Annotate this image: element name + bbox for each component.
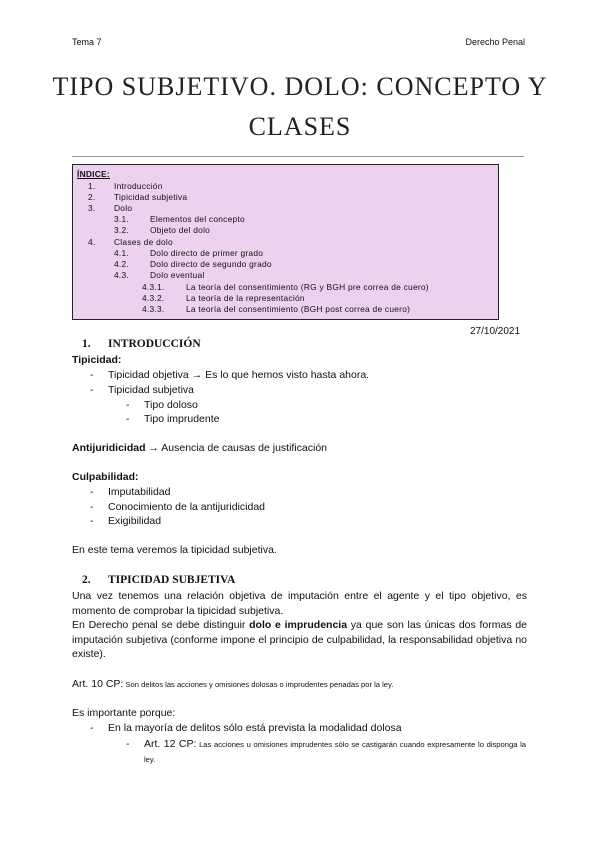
date-stamp: 27/10/2021	[470, 326, 521, 337]
dolo-imprudencia-bold: dolo e imprudencia	[249, 619, 348, 631]
section2-title: TIPICIDAD SUBJETIVA	[108, 574, 236, 586]
art10-citation	[72, 678, 393, 690]
list-dash: -	[126, 413, 130, 425]
list-item: Tipicidad objetiva → Es lo que hemos visto hasta ahora.	[108, 369, 370, 381]
antijuridicidad-line	[72, 442, 327, 454]
list-dash: -	[90, 515, 94, 527]
page-title-line2: CLASES	[248, 112, 352, 141]
list-item: Tipo doloso	[144, 399, 198, 411]
art10-text: Son delitos las acciones y omisiones dolosas o imprudentes penadas por la ley.	[123, 680, 394, 689]
art12-ref: Art. 12 CP:	[144, 738, 197, 750]
section1-title: INTRODUCCIÓN	[108, 338, 201, 350]
art10-ref: Art. 10 CP:	[72, 678, 124, 690]
culpabilidad-label: Culpabilidad:	[72, 471, 139, 483]
list-dash: -	[90, 501, 94, 513]
list-dash: -	[90, 486, 94, 498]
list-dash: -	[126, 738, 130, 750]
antijuridicidad-label: Antijuridicidad	[72, 442, 146, 454]
list-dash: -	[90, 722, 94, 734]
list-item: Imputabilidad	[108, 486, 171, 498]
section1-number: 1.	[82, 338, 91, 350]
section1-closing: En este tema veremos la tipicidad subjetiva.	[72, 544, 277, 556]
list-dash: -	[90, 384, 94, 396]
header-right: Derecho Penal	[465, 37, 525, 47]
list-item: En la mayoría de delitos sólo está prevista la modalidad dolosa	[108, 722, 402, 734]
page-title-line1: TIPO SUBJETIVO. DOLO: CONCEPTO Y	[52, 72, 548, 101]
list-item: Tipicidad subjetiva	[108, 384, 194, 396]
importante-line: Es importante porque:	[72, 707, 176, 719]
toc-heading: ÍNDICE:	[77, 169, 110, 179]
section2-number: 2.	[82, 574, 91, 586]
art12-text: Las acciones u omisiones imprudentes sólo se castigarán cuando expresamente lo disponga la ley.	[144, 740, 526, 764]
list-dash: -	[90, 369, 94, 381]
section2-paragraph1: Una vez tenemos una relación objetiva de imputación entre el agente y el tipo objetivo, es momento de comprobar la tipicidad subjetiva.	[72, 590, 527, 617]
tipicidad-label: Tipicidad:	[72, 354, 122, 366]
list-dash: -	[126, 399, 130, 411]
list-item: Tipo imprudente	[144, 413, 220, 425]
table-of-contents: ÍNDICE: 1. Introducción 2. Tipicidad subjetiva 3. Dolo 3.1. Elementos del concepto 3.2. Objeto del dolo 4. Clases de dolo 4.1. Dolo directo de primer grado 4.2. Dolo directo de segundo grado 4.3. Dolo eventual 4.3.1. La teoría del consentimiento (RG y BGH pre correa de cuero) 4.3.2. La teoría de la representación 4.3.3. La teoría del consentimiento (BGH post correa de cuero)	[72, 164, 499, 320]
header-left: Tema 7	[72, 37, 102, 47]
title-divider	[72, 156, 524, 157]
section2-paragraph2: En Derecho penal se debe distinguir dolo e imprudencia ya que son las únicas dos formas de imputación subjetiva (conforme impone el principio de culpabilidad, la responsabilidad objetiva no existe).	[72, 619, 527, 660]
art12-citation	[144, 737, 526, 767]
antijuridicidad-text: → Ausencia de causas de justificación	[145, 442, 328, 454]
list-item: Conocimiento de la antijuridicidad	[108, 501, 266, 513]
list-item: Exigibilidad	[108, 515, 162, 527]
